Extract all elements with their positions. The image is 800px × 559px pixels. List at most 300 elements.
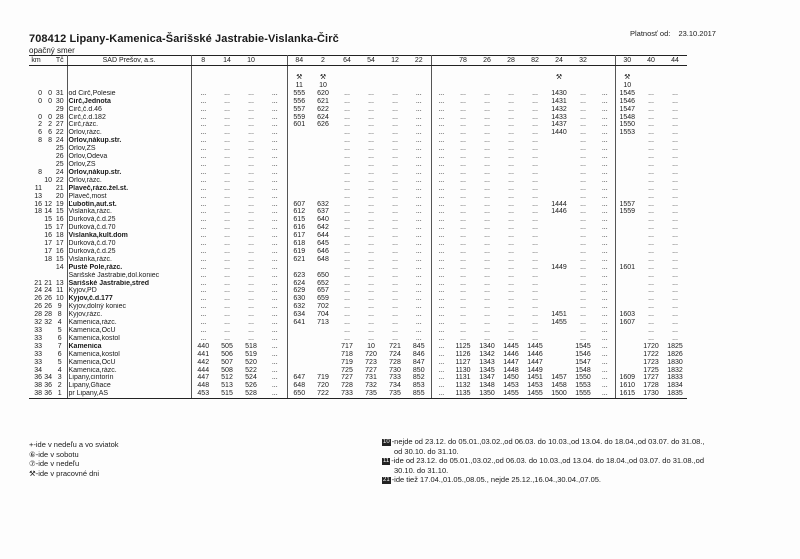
table-cell: ... (508, 255, 514, 263)
table-cell: ... (595, 193, 615, 201)
table-row (29, 335, 687, 343)
mark-cell: ⚒ (555, 74, 563, 81)
table-cell: 9 (53, 303, 67, 311)
table-cell: 25 (53, 161, 67, 169)
table-cell: ... (672, 279, 678, 287)
table-cell: 1451 (527, 374, 543, 382)
table-cell: ... (438, 311, 445, 319)
table-cell: 11 (53, 287, 67, 295)
mark-cell (53, 74, 67, 82)
table-cell: 8 (53, 311, 67, 319)
table-cell: ... (648, 153, 654, 161)
table-cell: ... (248, 192, 254, 200)
table-cell (615, 240, 639, 248)
table-cell: ... (200, 97, 207, 105)
table-cell: 0 (38, 113, 42, 121)
table-cell (615, 177, 639, 185)
table-cell: ... (407, 193, 431, 201)
table-cell: ... (263, 90, 287, 98)
table-cell: 3 (53, 374, 67, 382)
footnotes-left (29, 440, 119, 478)
table-row (29, 177, 687, 185)
table-cell: ... (648, 240, 654, 248)
table-row (29, 359, 687, 367)
table-cell: 13 (34, 192, 42, 200)
table-cell: ... (344, 311, 350, 319)
table-cell: ... (508, 216, 514, 224)
table-cell: ... (672, 184, 678, 192)
table-cell: ... (580, 247, 586, 255)
table-cell: ... (580, 240, 586, 248)
table-cell: 22 (53, 177, 67, 185)
table-cell: ... (532, 97, 538, 105)
table-cell: ... (532, 240, 538, 248)
table-cell (287, 161, 311, 169)
table-cell: ... (438, 129, 445, 137)
table-cell: ... (580, 232, 586, 240)
table-cell: ... (392, 113, 398, 121)
table-row (29, 248, 687, 256)
table-cell (43, 327, 53, 335)
table-cell: ... (438, 184, 445, 192)
stop-name: Vislanka,rázc. (67, 256, 191, 264)
table-cell: ... (368, 240, 374, 248)
table-cell: 1555 (571, 390, 595, 398)
table-cell (547, 224, 571, 232)
table-cell: 1455 (551, 319, 567, 327)
table-cell (29, 106, 43, 114)
table-cell: ... (438, 247, 445, 255)
table-cell: 659 (317, 295, 329, 303)
table-cell: ... (460, 160, 466, 168)
table-cell: ... (580, 216, 586, 224)
table-cell: ... (407, 272, 431, 280)
table-cell: ... (263, 216, 287, 224)
table-cell: ... (672, 303, 678, 311)
table-cell: 718 (341, 350, 353, 358)
table-cell: ... (532, 200, 538, 208)
table-cell: ... (484, 208, 490, 216)
table-cell: 724 (389, 350, 401, 358)
table-cell: 1451 (551, 311, 567, 319)
timetable-header (29, 56, 687, 66)
table-cell: ... (248, 121, 254, 129)
table-cell: 18 (53, 232, 67, 240)
table-cell (287, 264, 311, 272)
table-cell: ... (407, 240, 431, 248)
table-cell: ... (200, 184, 207, 192)
table-cell: ... (392, 255, 398, 263)
table-cell: ... (648, 208, 654, 216)
stop-name: Orlov,nákup.str. (67, 169, 191, 177)
table-cell: 31 (53, 90, 67, 98)
table-cell: ... (484, 89, 490, 97)
mark-cell (499, 74, 523, 82)
table-cell: ... (392, 121, 398, 129)
table-cell: ... (438, 327, 445, 334)
stop-name: Orlov,ZS (67, 161, 191, 169)
table-cell: ... (368, 168, 374, 176)
table-cell: 1130 (455, 366, 471, 374)
table-cell: 29 (53, 106, 67, 114)
stop-name: od Čirč,Polesie (67, 90, 191, 98)
table-cell: 10 (53, 295, 67, 303)
mark-cell (383, 82, 407, 90)
table-cell: 713 (317, 319, 329, 327)
table-cell: ... (460, 137, 466, 145)
table-cell: ... (263, 153, 287, 161)
table-cell: ... (263, 287, 287, 295)
table-cell: ... (508, 160, 514, 168)
table-cell (311, 264, 335, 272)
table-cell: ... (672, 176, 678, 184)
table-cell: ... (248, 279, 254, 287)
table-cell: ... (224, 184, 230, 192)
table-cell: 1722 (643, 350, 659, 358)
mark-cell (383, 74, 407, 82)
table-cell: 1547 (575, 358, 591, 366)
table-cell: ... (438, 232, 445, 240)
table-cell: ... (580, 97, 586, 105)
stop-name: Čirč,Jednota (67, 98, 191, 106)
table-cell: 0 (48, 113, 52, 121)
table-cell: ... (392, 176, 398, 184)
table-cell: ... (392, 105, 398, 113)
table-cell: ... (648, 224, 654, 232)
table-cell: ... (263, 280, 287, 288)
table-cell: ... (532, 184, 538, 192)
table-cell: ... (532, 129, 538, 137)
table-cell: 10 (44, 176, 52, 184)
table-cell: ... (407, 208, 431, 216)
table-cell: ... (407, 90, 431, 98)
table-cell (287, 137, 311, 145)
table-cell: ... (484, 327, 490, 334)
column-header: 82 (523, 56, 547, 66)
table-cell: ... (648, 327, 654, 334)
table-cell: ... (392, 153, 398, 161)
table-cell (615, 256, 639, 264)
table-cell: ... (224, 121, 230, 129)
table-cell: ... (648, 105, 654, 113)
table-cell: ... (263, 264, 287, 272)
table-cell: 1730 (639, 390, 663, 398)
table-cell: 1550 (619, 121, 636, 129)
table-cell: ... (672, 311, 678, 319)
footnote-badge: 10 (383, 438, 390, 445)
table-cell: ... (407, 335, 431, 343)
table-cell: 1345 (479, 366, 495, 374)
table-cell: ... (224, 334, 230, 342)
table-cell: ... (200, 137, 207, 145)
table-cell (547, 272, 571, 280)
table-cell: 34 (34, 366, 42, 374)
table-cell: 1500 (547, 390, 571, 398)
column-header: Tč (53, 56, 67, 66)
table-cell: ... (392, 232, 398, 240)
table-cell: ... (344, 97, 350, 105)
table-cell: ... (508, 240, 514, 248)
table-cell (43, 169, 53, 177)
table-cell: 1132 (455, 382, 471, 390)
table-cell (547, 232, 571, 240)
table-cell: ... (438, 255, 445, 263)
table-cell: 731 (365, 374, 377, 382)
table-cell: 505 (221, 342, 233, 350)
table-cell: ... (224, 168, 230, 176)
table-cell (29, 256, 43, 264)
table-cell: 1126 (455, 350, 471, 358)
table-cell: ... (672, 113, 678, 121)
mark-cell (571, 82, 595, 90)
table-cell: 621 (293, 255, 306, 263)
table-cell: ... (392, 224, 398, 232)
table-cell: ... (580, 319, 586, 327)
table-cell: ... (224, 160, 230, 168)
table-cell: ... (248, 168, 254, 176)
table-cell: ... (344, 232, 350, 240)
table-cell: ... (392, 327, 398, 334)
table-cell: ... (407, 185, 431, 193)
column-header (431, 56, 451, 66)
table-cell: ... (200, 105, 207, 113)
table-cell: ... (392, 129, 398, 137)
table-cell: ... (392, 145, 398, 153)
mark-cell (523, 82, 547, 90)
table-cell: ... (438, 105, 445, 113)
table-cell: 28 (34, 311, 42, 319)
table-cell: ... (248, 271, 254, 279)
table-cell: 1548 (575, 366, 591, 374)
table-cell: 728 (341, 382, 353, 390)
table-cell: ... (595, 256, 615, 264)
table-cell (29, 240, 43, 248)
table-cell: 1825 (667, 342, 683, 350)
table-cell: 732 (365, 382, 377, 390)
table-cell: 15 (44, 224, 52, 232)
table-cell: ... (344, 200, 350, 208)
table-cell: ... (438, 216, 445, 224)
table-cell: 722 (311, 390, 335, 398)
table-cell: ... (248, 334, 254, 342)
table-cell: ... (200, 287, 207, 295)
table-cell: ... (460, 145, 466, 153)
table-cell: ... (532, 232, 538, 240)
table-cell: 13 (53, 280, 67, 288)
table-cell: ... (508, 208, 514, 216)
table-cell: ... (248, 295, 254, 303)
table-cell: 725 (341, 366, 353, 374)
mark-cell (595, 74, 615, 82)
table-cell: 1458 (551, 382, 567, 390)
table-cell: ... (368, 295, 374, 303)
table-cell: 623 (293, 271, 306, 279)
stop-name: Orlov,ZS (67, 145, 191, 153)
table-cell: ... (344, 137, 350, 145)
table-cell: 720 (317, 382, 329, 390)
table-cell: ... (532, 271, 538, 279)
table-cell: ... (368, 255, 374, 263)
mark-cell (475, 82, 499, 90)
table-row (29, 216, 687, 224)
table-cell: ... (460, 271, 466, 279)
table-cell: ... (438, 295, 445, 303)
table-cell: 641 (293, 319, 306, 327)
table-cell: ... (532, 137, 538, 145)
table-cell (615, 216, 639, 224)
stop-name: Orlov,nákup.str. (67, 137, 191, 145)
table-cell: ... (438, 240, 445, 248)
table-cell: ... (672, 153, 678, 161)
validity-date: 23.10.2017 (678, 29, 716, 38)
table-cell: ... (648, 311, 654, 319)
table-cell: 12 (44, 200, 52, 208)
table-cell: ... (438, 263, 445, 271)
table-cell: 17 (53, 224, 67, 232)
table-cell: 719 (317, 374, 329, 382)
table-cell: ... (648, 97, 654, 105)
column-header: 28 (499, 56, 523, 66)
table-cell: ... (580, 271, 586, 279)
table-cell: ... (438, 334, 445, 342)
stop-name: Kyjov,rázc. (67, 311, 191, 319)
mark-cell (431, 82, 451, 90)
table-cell (547, 287, 571, 295)
table-cell: ... (263, 335, 287, 343)
column-header: 12 (383, 56, 407, 66)
page-title: 708412 Lipany-Kamenica-Šarišské Jastrabie-Vislanka-Čirč (29, 33, 339, 45)
mark-cell (359, 74, 383, 82)
table-cell: ... (224, 240, 230, 248)
table-row (29, 185, 687, 193)
table-row (29, 295, 687, 303)
table-cell: ... (368, 216, 374, 224)
table-cell: ... (508, 97, 514, 105)
validity (624, 29, 716, 38)
table-cell: ... (484, 224, 490, 232)
table-row (29, 121, 687, 129)
table-cell: ... (508, 232, 514, 240)
footnotes-right (382, 437, 792, 485)
table-cell: ... (392, 279, 398, 287)
table-cell: ... (508, 327, 514, 334)
table-cell: 640 (317, 216, 329, 224)
table-cell: ... (368, 232, 374, 240)
table-cell (29, 232, 43, 240)
table-cell: 723 (365, 358, 377, 366)
table-cell: ... (484, 153, 490, 161)
table-cell: 440 (197, 342, 210, 350)
table-cell: ... (344, 129, 350, 137)
table-cell: 5 (53, 327, 67, 335)
table-cell: ... (460, 97, 466, 105)
table-cell: 1348 (479, 382, 495, 390)
table-cell: 1601 (619, 263, 636, 271)
table-cell: ... (407, 201, 431, 209)
table-cell: ... (200, 145, 207, 153)
mark-cell (571, 74, 595, 82)
table-cell: 728 (389, 358, 401, 366)
table-cell: 28 (53, 114, 67, 122)
table-cell: ... (248, 208, 254, 216)
table-cell (615, 295, 639, 303)
table-cell: ... (392, 216, 398, 224)
mark-cell (663, 74, 687, 82)
table-cell: 1833 (667, 374, 683, 382)
table-cell: ... (648, 271, 654, 279)
table-cell: 1557 (619, 200, 636, 208)
table-cell: ... (407, 256, 431, 264)
column-header: 24 (547, 56, 571, 66)
table-cell: ... (248, 311, 254, 319)
table-cell: ... (580, 208, 586, 216)
table-cell: ... (595, 367, 615, 375)
table-cell: 2 (53, 382, 67, 390)
table-cell: ... (263, 240, 287, 248)
table-cell: 846 (407, 351, 431, 359)
table-cell (547, 161, 571, 169)
table-cell: ... (484, 129, 490, 137)
table-cell: ... (248, 255, 254, 263)
table-cell: ... (460, 208, 466, 216)
table-cell: ... (672, 319, 678, 327)
table-cell: 1545 (619, 89, 636, 97)
table-cell: ... (224, 137, 230, 145)
table-cell: 33 (34, 358, 42, 366)
table-cell: ... (595, 177, 615, 185)
footnote-text: -ide od 23.12. do 05.01.,03.02.,od 06.03. do 10.03.,od 13.04. do 18.04.,od 03.07. do 31.08.,od (391, 456, 704, 465)
table-cell: ... (532, 153, 538, 161)
table-cell: ... (200, 255, 207, 263)
table-cell (547, 335, 571, 343)
table-cell: 618 (293, 240, 306, 248)
table-cell: ... (580, 184, 586, 192)
table-cell: ... (407, 264, 431, 272)
mark-cell (499, 82, 523, 90)
table-cell: ... (580, 168, 586, 176)
table-cell: 719 (341, 358, 353, 366)
table-cell: ... (648, 145, 654, 153)
table-cell: ... (263, 343, 287, 351)
table-cell: ... (672, 168, 678, 176)
mark-cell (407, 74, 431, 82)
mark-cell (29, 82, 43, 90)
table-cell: ... (672, 145, 678, 153)
column-header: 22 (407, 56, 431, 66)
table-cell: 508 (221, 366, 233, 374)
table-cell: ... (224, 200, 230, 208)
table-cell (287, 153, 311, 161)
table-cell: ... (672, 121, 678, 129)
table-cell: 0 (38, 97, 42, 105)
table-cell: ... (344, 263, 350, 271)
table-cell: ... (508, 311, 514, 319)
table-cell: ... (263, 169, 287, 177)
table-cell: ... (407, 327, 431, 335)
table-cell: ... (484, 137, 490, 145)
table-cell: 26 (34, 295, 42, 303)
table-cell: 735 (359, 390, 383, 398)
table-cell (43, 343, 53, 351)
table-cell: ... (263, 106, 287, 114)
stop-name: Ďurková,č.d.70 (67, 240, 191, 248)
table-cell: 624 (293, 279, 306, 287)
table-cell: ... (263, 114, 287, 122)
table-row (29, 145, 687, 153)
table-cell: ... (392, 137, 398, 145)
table-cell: ... (392, 97, 398, 105)
table-cell: ... (263, 208, 287, 216)
